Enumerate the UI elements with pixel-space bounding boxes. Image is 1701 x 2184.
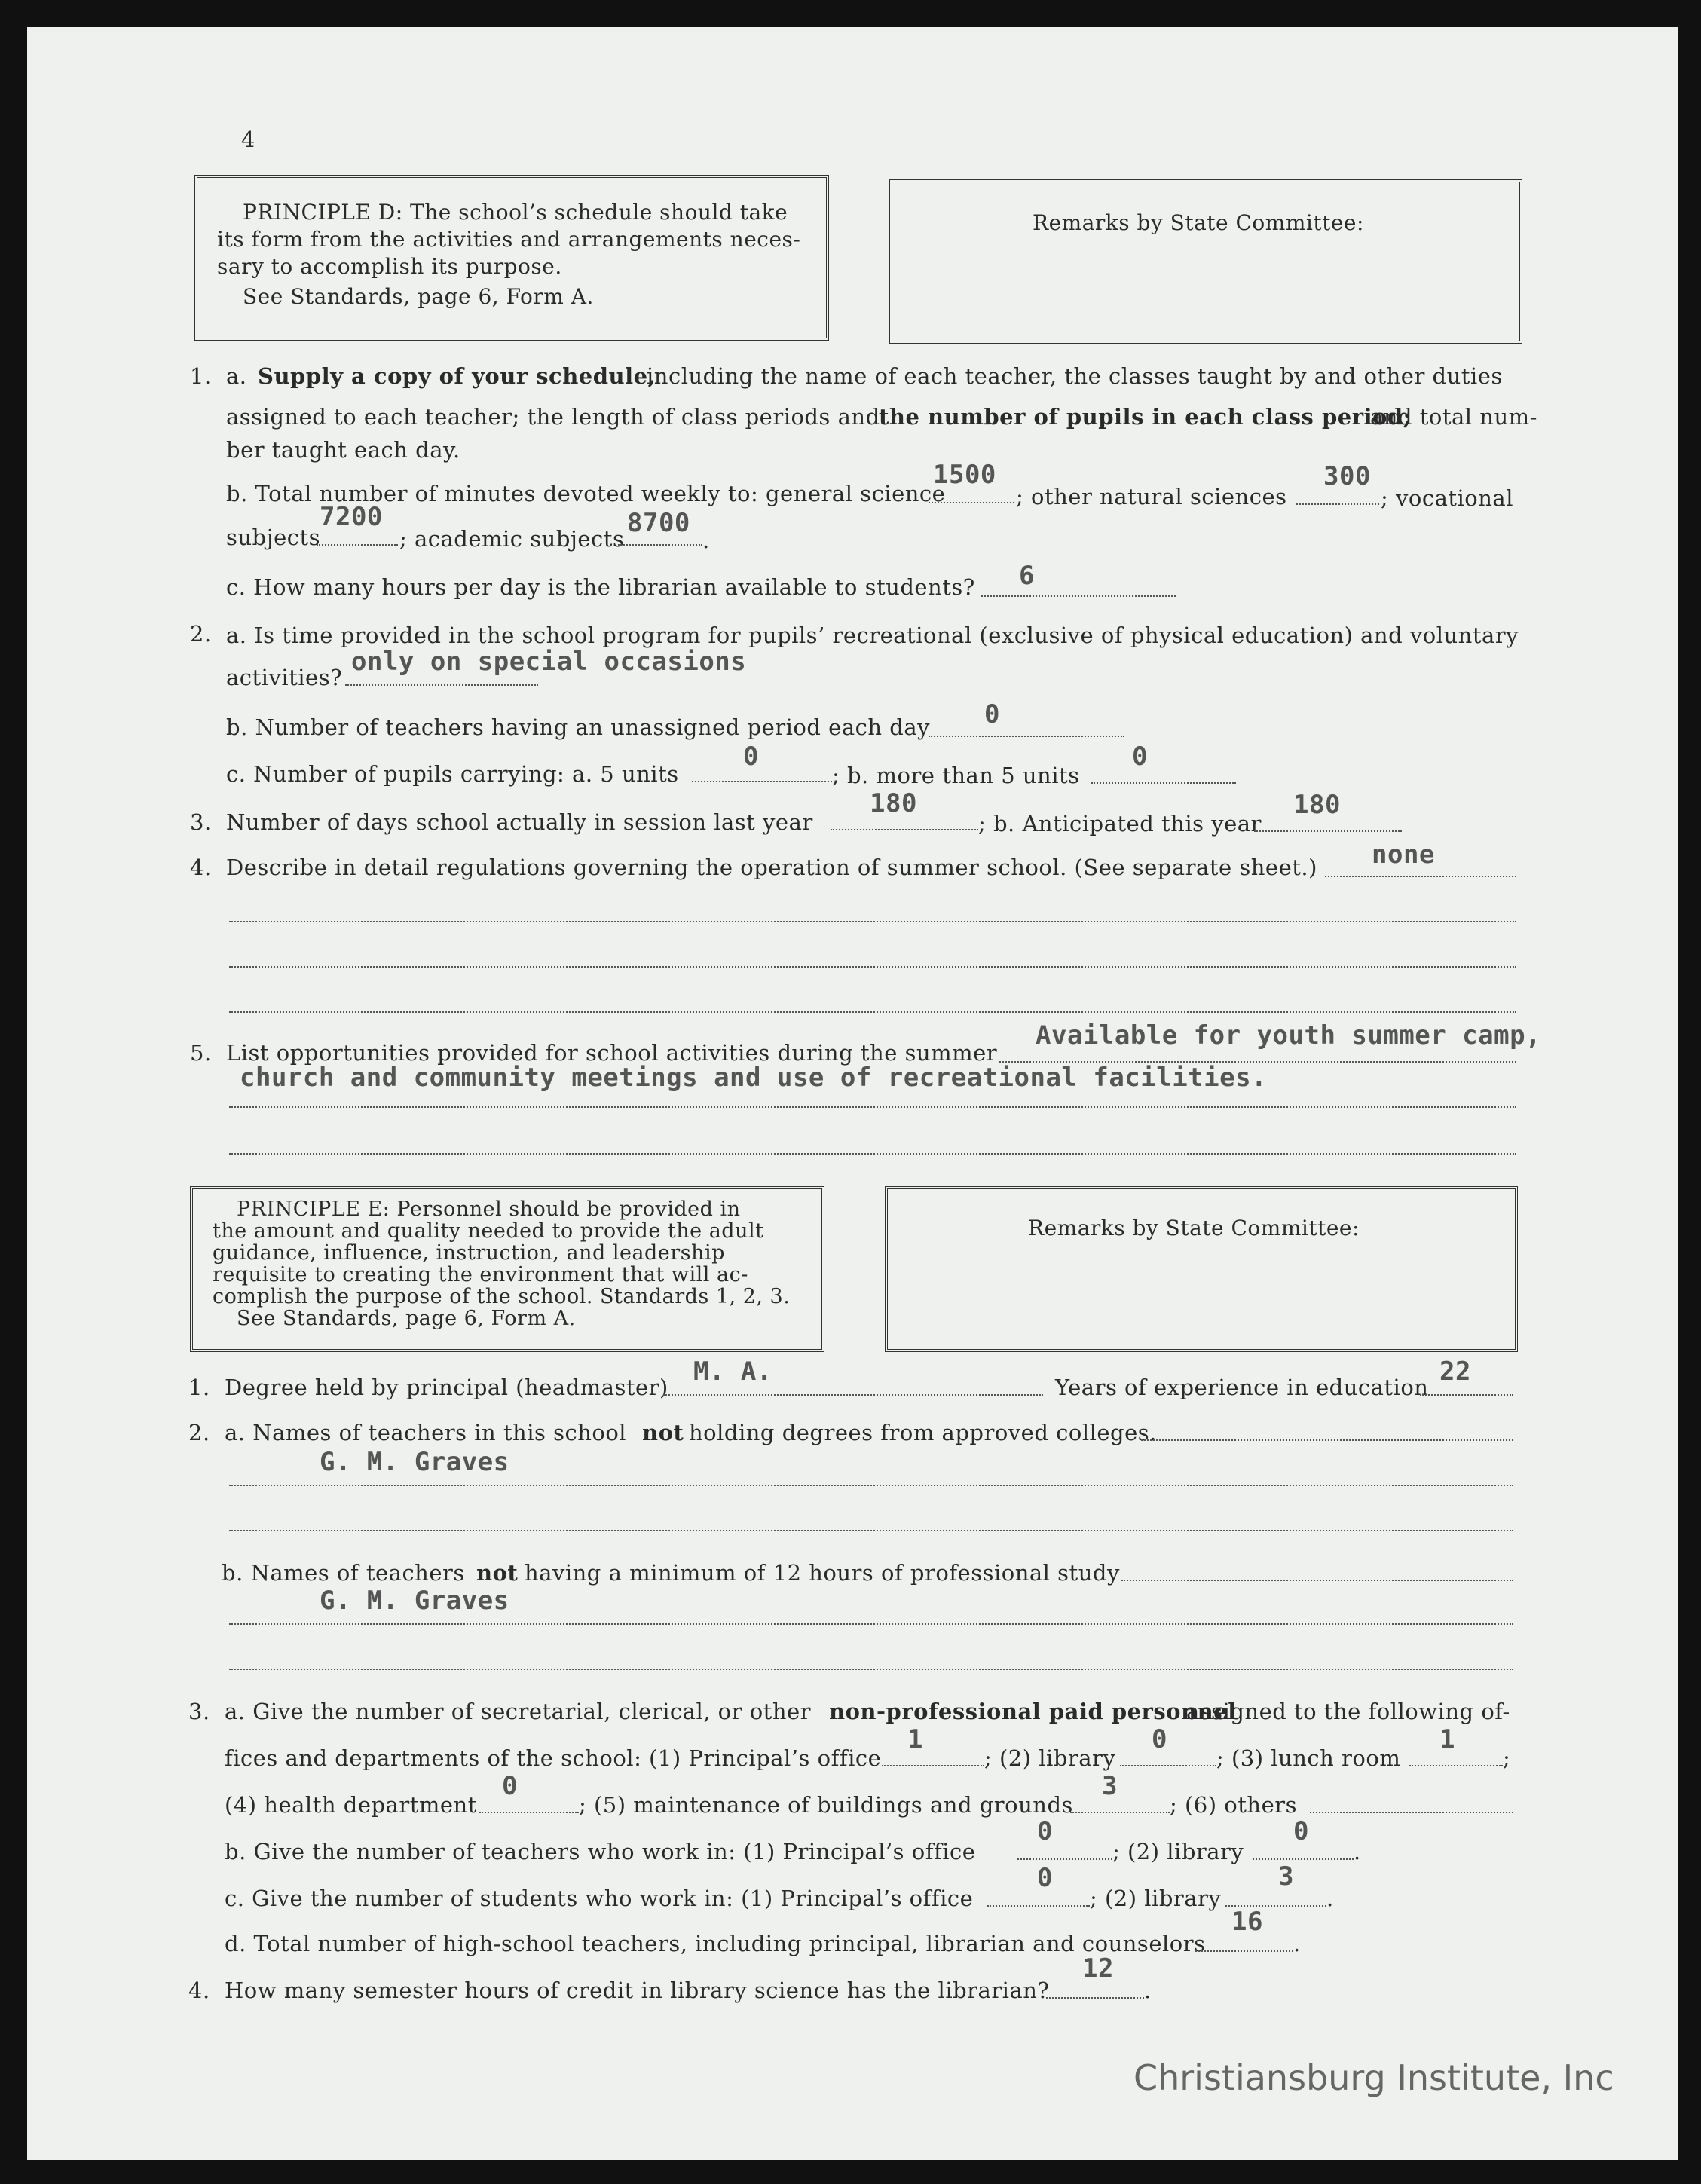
e-q3a-line2-a: fices and departments of the school: (1) Principal’s office <box>225 1745 882 1771</box>
library-science-hours: 12 <box>1082 1953 1114 1984</box>
pupils-more-5-units: 0 <box>1132 742 1148 772</box>
d-q3-text-a: Number of days school actually in session last year <box>226 809 813 835</box>
d-q1a-bold: Supply a copy of your schedule, <box>258 363 656 389</box>
e-q3a-pre: a. Give the number of secretarial, clerical, or other <box>225 1699 812 1724</box>
np-principal-office: 1 <box>907 1724 923 1754</box>
d-q3-number: 3. <box>190 809 212 835</box>
d-q1a-line2-bold: the number of pupils in each class period; <box>879 404 1412 430</box>
np-maintenance: 3 <box>1102 1771 1118 1801</box>
d-q1a-marker: a. <box>226 363 247 389</box>
d-q4-text: Describe in detail regulations governing the operation of summer school. (See separate sheet.) <box>226 855 1317 880</box>
d-q5-text: List opportunities provided for school activities during the summer <box>226 1040 998 1066</box>
d-q1b-end: ; vocational <box>1381 485 1513 511</box>
d-q1a-line2-post: and total num- <box>1370 404 1537 430</box>
np-library: 0 <box>1152 1724 1167 1754</box>
d-q1a-rest: including the name of each teacher, the classes taught by and other duties <box>647 363 1503 389</box>
total-teachers: 16 <box>1231 1907 1263 1937</box>
no-degree-teacher: G. M. Graves <box>320 1447 509 1477</box>
d-q1b-mid: ; other natural sciences <box>1016 484 1287 509</box>
np-health: 0 <box>502 1771 518 1801</box>
principle-e-line6: See Standards, page 6, Form A. <box>237 1307 576 1330</box>
general-science-minutes: 1500 <box>933 460 996 490</box>
d-q1b-line2-c: . <box>702 528 710 553</box>
librarian-hours: 6 <box>1019 561 1035 591</box>
d-q2b-text: b. Number of teachers having an unassigned period each day <box>226 714 930 740</box>
page-number: 4 <box>241 127 255 152</box>
students-library: 3 <box>1278 1861 1294 1892</box>
principle-d-line2: its form from the activities and arrangements neces- <box>217 227 801 252</box>
academic-minutes: 8700 <box>627 508 690 538</box>
principle-e-line3: guidance, influence, instruction, and leadership <box>213 1241 725 1265</box>
e-q3d-end: . <box>1293 1931 1301 1956</box>
d-q1b-line2-b: ; academic subjects <box>399 526 625 552</box>
remarks-label-d: Remarks by State Committee: <box>1033 210 1364 235</box>
d-q1a-line2-pre: assigned to each teacher; the length of class periods and <box>226 404 880 430</box>
e-q3a-line2-c: ; (3) lunch room <box>1216 1745 1401 1771</box>
d-q1-number: 1. <box>190 363 212 389</box>
d-q2-number: 2. <box>190 621 212 647</box>
e-q4-text: How many semester hours of credit in library science has the librarian? <box>225 1978 1050 2003</box>
e-q1-text-a: Degree held by principal (headmaster) <box>225 1375 668 1400</box>
principle-d-line1: PRINCIPLE D: The school’s schedule should take <box>243 200 788 225</box>
days-this-year: 180 <box>1293 790 1341 820</box>
e-q2b-bold: not <box>476 1560 519 1586</box>
unassigned-teachers: 0 <box>984 699 1000 730</box>
d-q3-text-b: ; b. Anticipated this year <box>978 811 1262 837</box>
e-q2b-post: having a minimum of 12 hours of professional study <box>525 1560 1120 1586</box>
other-sciences-minutes: 300 <box>1323 461 1371 491</box>
d-q2a-line2: activities? <box>226 665 343 690</box>
e-q3a-line2-d: ; <box>1503 1745 1511 1771</box>
np-lunch-room: 1 <box>1439 1724 1455 1754</box>
principle-e-line5: complish the purpose of the school. Standards 1, 2, 3. <box>213 1285 791 1308</box>
no-study-teacher: G. M. Graves <box>320 1586 509 1616</box>
e-q2a-pre: a. Names of teachers in this school <box>225 1420 627 1445</box>
d-q2c-b: ; b. more than 5 units <box>832 763 1080 788</box>
d-q1b-line2-a: subjects <box>226 525 321 550</box>
students-principal-office: 0 <box>1037 1863 1053 1893</box>
d-q2c-a: c. Number of pupils carrying: a. 5 units <box>226 761 679 787</box>
principle-d-line3: sary to accomplish its purpose. <box>217 254 562 279</box>
remarks-label-e: Remarks by State Committee: <box>1028 1216 1360 1240</box>
summer-activities-line2: church and community meetings and use of recreational facilities. <box>240 1063 1268 1093</box>
years-experience: 22 <box>1439 1357 1471 1387</box>
e-q3a-line2-b: ; (2) library <box>984 1745 1116 1771</box>
e-q4-number: 4. <box>188 1978 210 2003</box>
e-q3b-c: . <box>1354 1839 1361 1864</box>
e-q1-number: 1. <box>188 1375 210 1400</box>
e-q3c-b: ; (2) library <box>1090 1886 1222 1911</box>
principle-d-line4: See Standards, page 6, Form A. <box>243 284 594 309</box>
e-q1-text-b: Years of experience in education <box>1055 1375 1429 1400</box>
principal-degree: M. A. <box>693 1357 772 1387</box>
e-q3a-line3-a: (4) health department <box>225 1792 477 1818</box>
e-q3a-bold: non-professional paid personnel <box>829 1699 1237 1724</box>
e-q3b-a: b. Give the number of teachers who work in: (1) Principal’s office <box>225 1839 976 1864</box>
e-q3d-text: d. Total number of high-school teachers, including principal, librarian and counselors <box>225 1931 1206 1956</box>
recreational-time: only on special occasions <box>351 647 747 677</box>
remarks-box-e <box>885 1186 1518 1352</box>
e-q2-number: 2. <box>188 1420 210 1445</box>
pupils-5-units: 0 <box>743 742 759 772</box>
e-q3c-c: . <box>1326 1886 1334 1911</box>
days-last-year: 180 <box>870 788 917 818</box>
e-q2a-post: holding degrees from approved colleges. <box>689 1420 1157 1445</box>
principle-e-line1: PRINCIPLE E: Personnel should be provided in <box>237 1198 741 1221</box>
e-q2b-pre: b. Names of teachers <box>222 1560 465 1586</box>
watermark: Christiansburg Institute, Inc <box>1133 2057 1614 2098</box>
e-q3c-a: c. Give the number of students who work in: (1) Principal’s office <box>225 1886 974 1911</box>
vocational-minutes: 7200 <box>320 502 383 532</box>
d-q5-number: 5. <box>190 1040 212 1066</box>
e-q4-end: . <box>1144 1978 1152 2003</box>
d-q2a-line1: a. Is time provided in the school program for pupils’ recreational (exclusive of physical education) and voluntary <box>226 622 1519 648</box>
e-q3a-line3-b: ; (5) maintenance of buildings and grounds <box>579 1792 1073 1818</box>
teachers-principal-office: 0 <box>1037 1816 1053 1846</box>
d-q1b-text: b. Total number of minutes devoted weekly to: general science <box>226 481 946 506</box>
teachers-library: 0 <box>1293 1816 1309 1846</box>
e-q3-number: 3. <box>188 1699 210 1724</box>
e-q3a-line3-c: ; (6) others <box>1170 1792 1297 1818</box>
remarks-box-d <box>889 179 1522 344</box>
d-q1c-text: c. How many hours per day is the librarian available to students? <box>226 574 975 600</box>
d-q4-number: 4. <box>190 855 212 880</box>
e-q3a-post: assigned to the following of- <box>1186 1699 1510 1724</box>
principle-e-line4: requisite to creating the environment that will ac- <box>213 1263 748 1286</box>
d-q1a-line3: ber taught each day. <box>226 437 460 463</box>
summer-activities-line1: Available for youth summer camp, <box>1036 1020 1542 1051</box>
e-q3b-b: ; (2) library <box>1112 1839 1244 1864</box>
e-q2a-bold: not <box>642 1420 684 1445</box>
principle-e-line2: the amount and quality needed to provide the adult <box>213 1219 764 1243</box>
summer-school-regulations: none <box>1372 840 1435 870</box>
